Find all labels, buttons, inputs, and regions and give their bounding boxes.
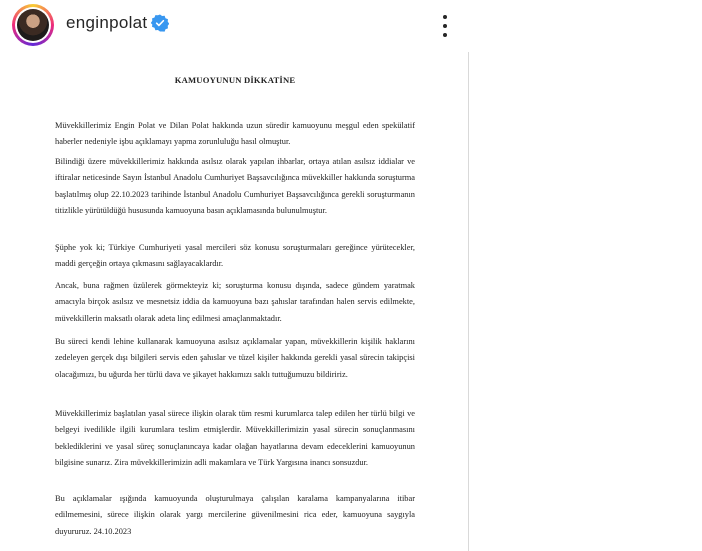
more-vertical-icon	[443, 24, 447, 28]
blank-area	[470, 52, 702, 551]
more-vertical-icon	[443, 33, 447, 37]
avatar-photo	[15, 7, 51, 43]
document-paragraph: Müvekkillerimiz başlatılan yasal sürece ilişkin olarak tüm resmi kurumlarca talep edilen her türlü bilgi ve belgeyi ivedilikle ilgili kurumlara teslim etmişlerdir. Müvekkillerimizin yasal sürecin sonuçlanmasını beklediklerini ve yasal süreç sonuçlanıncaya kadar olağan hayatlarına devam edeceklerini kamuoyunun bilgisine sunarız. Zira müvekkillerimizin adli makamlara ve Türk Yargısına inancı sonsuzdur.	[55, 409, 415, 467]
document-title: KAMUOYUNUN DİKKATİNE	[174, 75, 296, 85]
more-options-button[interactable]	[432, 12, 458, 40]
post-image-document	[2, 52, 469, 551]
avatar[interactable]	[12, 4, 54, 46]
document-paragraph: Şüphe yok ki; Türkiye Cumhuriyeti yasal mercileri söz konusu soruşturmaları gereğince yürütecekler, maddi gerçeğin ortaya çıkmasını sağlayacaklardır.	[55, 243, 415, 269]
document-paragraph: Bu açıklamalar ışığında kamuoyunda oluşturulmaya çalışılan karalama kampanyalarına itibar edilmemesini, sürece ilişkin olarak yargı mercilerine güvenilmesini rica eder, kamuoyuna saygıyla duyururuz. 24.10.2023	[55, 494, 415, 536]
document-paragraph: Ancak, buna rağmen üzülerek görmekteyiz ki; soruşturma konusu dışında, sadece gündem yaratmak amacıyla birçok asılsız ve mesnetsiz iddia da kamuoyuna bazı şahıslar tarafından halen servis edilmekte, müvekkillerin maksatlı olarak adeta linç edilmesi amaçlanmaktadır.	[55, 281, 415, 323]
post-header	[0, 0, 702, 52]
document-paragraph: Müvekkillerimiz Engin Polat ve Dilan Polat hakkında uzun süredir kamuoyunu meşgul eden spekülatif haberler nedeniyle işbu açıklamayı yapma zorunluluğu hasıl olmuştur.	[55, 121, 415, 147]
verified-badge-icon	[151, 14, 169, 32]
document-paragraph: Bu süreci kendi lehine kullanarak kamuoyuna asılsız açıklamalar yapan, müvekkillerin kişilik haklarını zedeleyen gerçek dışı bilgileri servis eden şahıslar ve tüzel kişiler hakkında gerekli yasal sürecin takipçisi olacağımızı, bu uğurda her türlü dava ve şikayet hakkımızı saklı tuttuğumuzu bildiririz.	[55, 337, 415, 379]
profile-photo-icon	[17, 9, 49, 41]
document-paragraph: Bilindiği üzere müvekkillerimiz hakkında asılsız olarak yapılan ihbarlar, ortaya atılan asılsız iddialar ve iftiralar neticesinde Sayın İstanbul Anadolu Cumhuriyet Başsavcılığınca müvekkiller hakkında soruşturma başlatılmış olup 22.10.2023 tarihinde İstanbul Anadolu Cumhuriyet Başsavcılığınca gerekli soruşturmanın titizlikle yürütüldüğü hususunda kamuoyuna basın açıklamasında bulunulmuştur.	[55, 157, 415, 215]
more-vertical-icon	[443, 15, 447, 19]
username[interactable]: enginpolat	[66, 13, 148, 32]
